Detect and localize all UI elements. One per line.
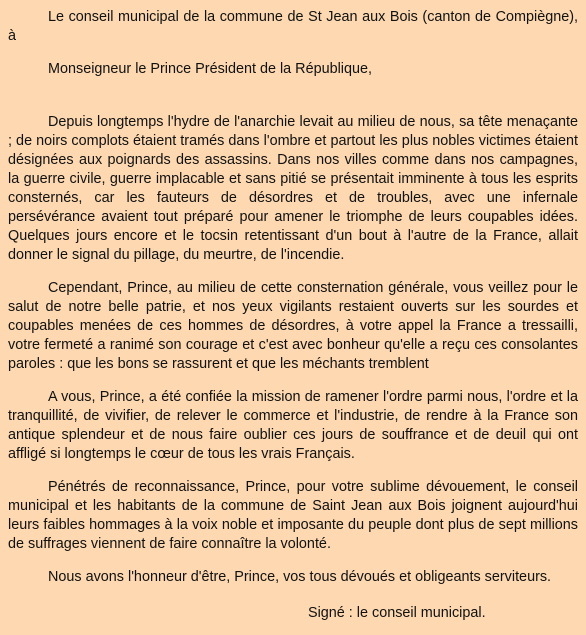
letter-salutation: Monseigneur le Prince Président de la République, [48, 61, 372, 77]
paragraph-mission: A vous, Prince, a été confiée la mission de ramener l'ordre parmi nous, l'ordre et la tranquillité, de vivifier, de relever le commerce et l'industrie, de rendre à la France son antique splendeur et de nous faire oublier ces jours de souffrance et de deuil qui ont affligé si longtemps le cœur de tous les vrais Français. [8, 389, 578, 462]
signature: Signé : le conseil municipal. [308, 605, 486, 621]
letter-body [8, 8, 578, 587]
letter-header: Le conseil municipal de la commune de St Jean aux Bois (canton de Compiègne), à [8, 9, 578, 44]
paragraph-anarchy: Depuis longtemps l'hydre de l'anarchie levait au milieu de nous, sa tête menaçante ; de noirs complots étaient tramés dans l'ombre et partout les plus nobles victimes étaient désignées aux poignards des assassins. Dans nos villes comme dans nos campagnes, la guerre civile, guerre implacable et sans pitié se présentait imminente à tous les esprits consternés, car les fauteurs de désordres et de troubles, avec une infernale persévérance avaient tout préparé pour amener le triomphe de leurs coupables idées. Quelques jours encore et le tocsin retentissant d'un bout à l'autre de la France, allait donner le signal du pillage, du meurtre, de l'incendie. [8, 114, 578, 263]
paragraph-vigilance: Cependant, Prince, au milieu de cette consternation générale, vous veillez pour le salut de notre belle patrie, et nos yeux vigilants restaient ouverts sur les sourdes et coupables menées de ces hommes de désordres, à votre appel la France a tressailli, votre fermeté a ranimé son courage et c'est avec bonheur qu'elle a reçu ces consolantes paroles : que les bons se rassurent et que les méchants tremblent [8, 280, 578, 372]
paragraph-closing: Nous avons l'honneur d'être, Prince, vos tous dévoués et obligeants serviteurs. [48, 569, 552, 585]
paragraph-gratitude: Pénétrés de reconnaissance, Prince, pour votre sublime dévouement, le conseil municipal et les habitants de la commune de Saint Jean aux Bois joignent aujourd'hui leurs faibles hommages à la voix noble et imposante du peuple dont plus de sept millions de suffrages viennent de faire connaître la volonté. [8, 479, 578, 552]
